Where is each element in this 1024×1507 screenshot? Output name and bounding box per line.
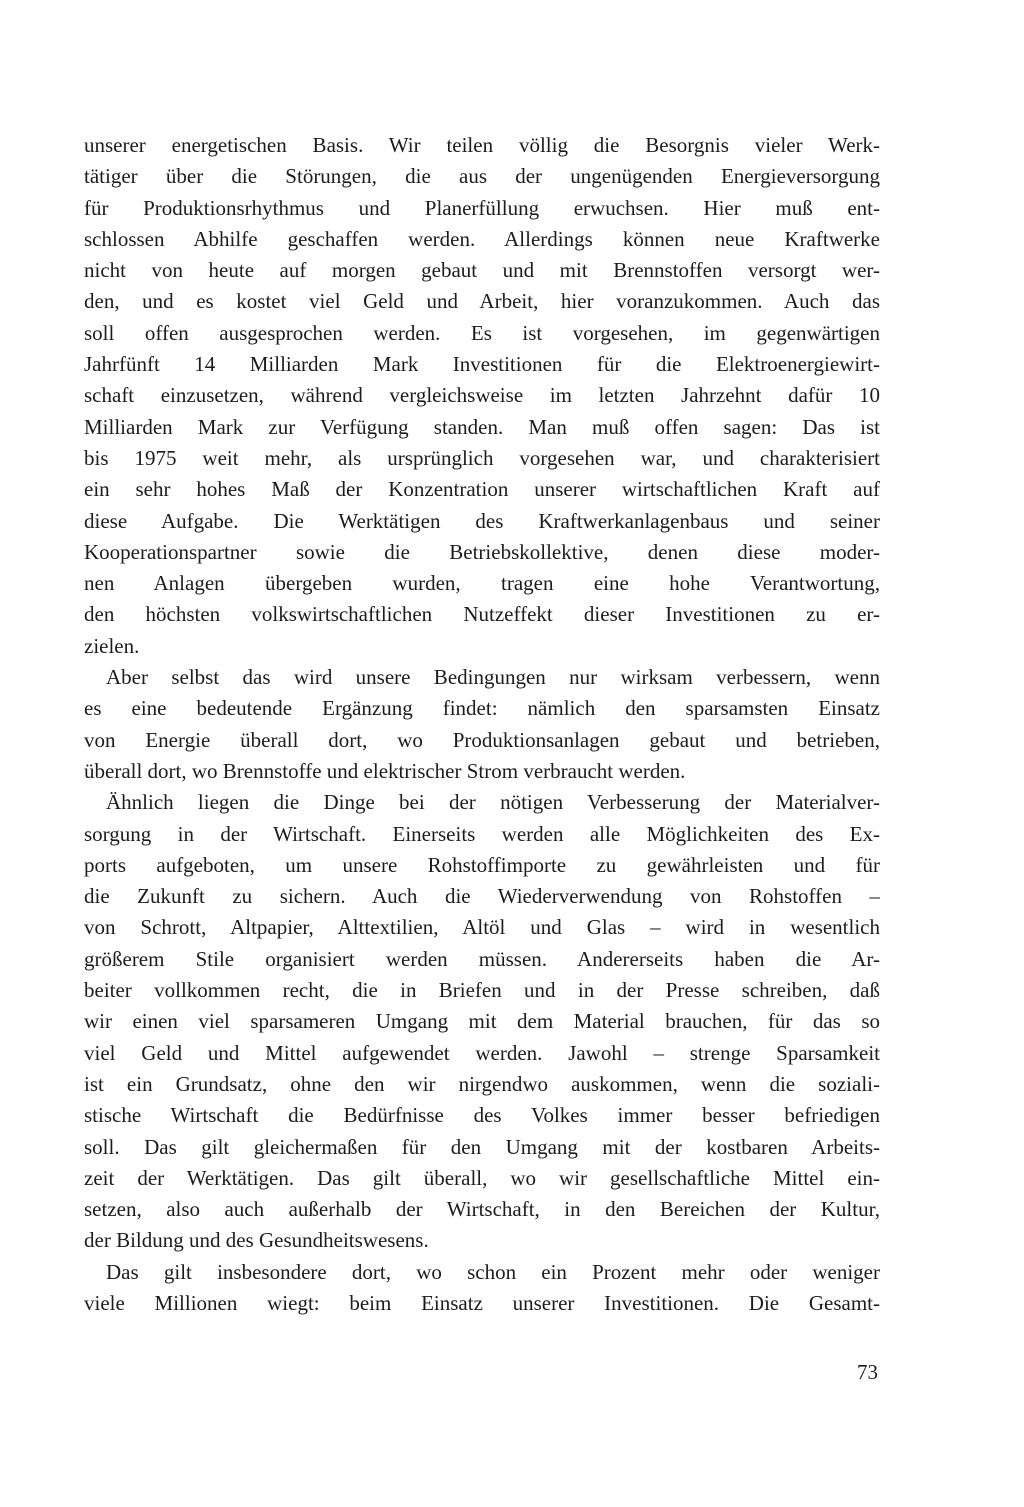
text-line: den, und es kostet viel Geld und Arbeit, hier voranzukommen. Auch das: [84, 289, 880, 314]
text-line: soll offen ausgesprochen werden. Es ist vorgesehen, im gegenwärtigen: [84, 320, 880, 345]
text-line: setzen, also auch außerhalb der Wirtschaft, in den Bereichen der Kultur,: [84, 1197, 880, 1222]
text-line: größerem Stile organisiert werden müssen. Andererseits haben die Ar-: [84, 946, 880, 971]
text-line: die Zukunft zu sichern. Auch die Wiederverwendung von Rohstoffen –: [84, 884, 880, 909]
text-line: bis 1975 weit mehr, als ursprünglich vorgesehen war, und charakterisiert: [84, 445, 880, 470]
text-line: ist ein Grundsatz, ohne den wir nirgendwo auskommen, wenn die soziali-: [84, 1071, 880, 1096]
text-line: Aber selbst das wird unsere Bedingungen nur wirksam verbessern, wenn: [106, 665, 880, 690]
text-line: ports aufgeboten, um unsere Rohstoffimporte zu gewährleisten und für: [84, 852, 880, 877]
text-line: nicht von heute auf morgen gebaut und mit Brennstoffen versorgt wer-: [84, 258, 880, 283]
text-line: zeit der Werktätigen. Das gilt überall, wo wir gesellschaftliche Mittel ein-: [84, 1165, 880, 1190]
text-line: viel Geld und Mittel aufgewendet werden. Jawohl – strenge Sparsamkeit: [84, 1040, 880, 1065]
text-line: der Bildung und des Gesundheitswesens.: [84, 1228, 429, 1253]
text-line: überall dort, wo Brennstoffe und elektrischer Strom verbraucht werden.: [84, 758, 686, 783]
text-line: Das gilt insbesondere dort, wo schon ein Prozent mehr oder weniger: [106, 1259, 880, 1284]
text-line: unserer energetischen Basis. Wir teilen völlig die Besorgnis vieler Werk-: [84, 133, 880, 157]
text-line: soll. Das gilt gleichermaßen für den Umgang mit der kostbaren Arbeits-: [84, 1134, 880, 1159]
text-line: Ähnlich liegen die Dinge bei der nötigen Verbesserung der Materialver-: [106, 790, 880, 815]
text-line: es eine bedeutende Ergänzung findet: nämlich den sparsamsten Einsatz: [84, 696, 880, 721]
text-line: von Schrott, Altpapier, Alttextilien, Altöl und Glas – wird in wesentlich: [84, 915, 880, 940]
text-line: Kooperationspartner sowie die Betriebskollektive, denen diese moder-: [84, 539, 880, 564]
text-line: viele Millionen wiegt: beim Einsatz unserer Investitionen. Die Gesamt-: [84, 1290, 880, 1315]
text-line: nen Anlagen übergeben wurden, tragen eine hohe Verantwortung,: [84, 571, 880, 596]
page-number: 73: [857, 1360, 878, 1384]
text-line: beiter vollkommen recht, die in Briefen und in der Presse schreiben, daß: [84, 978, 880, 1003]
text-line: stische Wirtschaft die Bedürfnisse des Volkes immer besser befriedigen: [84, 1103, 880, 1128]
text-line: wir einen viel sparsameren Umgang mit dem Material brauchen, für das so: [84, 1009, 880, 1034]
text-line: tätiger über die Störungen, die aus der ungenügenden Energieversorgung: [84, 164, 880, 189]
text-line: Milliarden Mark zur Verfügung standen. Man muß offen sagen: Das ist: [84, 414, 880, 439]
text-line: Jahrfünft 14 Milliarden Mark Investitionen für die Elektroenergiewirt-: [84, 352, 880, 377]
text-line: schaft einzusetzen, während vergleichsweise im letzten Jahrzehnt dafür 10: [84, 383, 880, 408]
text-line: schlossen Abhilfe geschaffen werden. Allerdings können neue Kraftwerke: [84, 226, 880, 251]
text-line: diese Aufgabe. Die Werktätigen des Kraftwerkanlagenbaus und seiner: [84, 508, 880, 533]
text-line: von Energie überall dort, wo Produktionsanlagen gebaut und betrieben,: [84, 727, 880, 752]
body-text: [84, 130, 880, 1319]
text-line: den höchsten volkswirtschaftlichen Nutzeffekt dieser Investitionen zu er-: [84, 602, 880, 627]
text-line: sorgung in der Wirtschaft. Einerseits werden alle Möglichkeiten des Ex-: [84, 821, 880, 846]
text-line: für Produktionsrhythmus und Planerfüllung erwuchsen. Hier muß ent-: [84, 195, 880, 220]
text-line: ein sehr hohes Maß der Konzentration unserer wirtschaftlichen Kraft auf: [84, 477, 880, 502]
text-line: zielen.: [84, 633, 140, 658]
